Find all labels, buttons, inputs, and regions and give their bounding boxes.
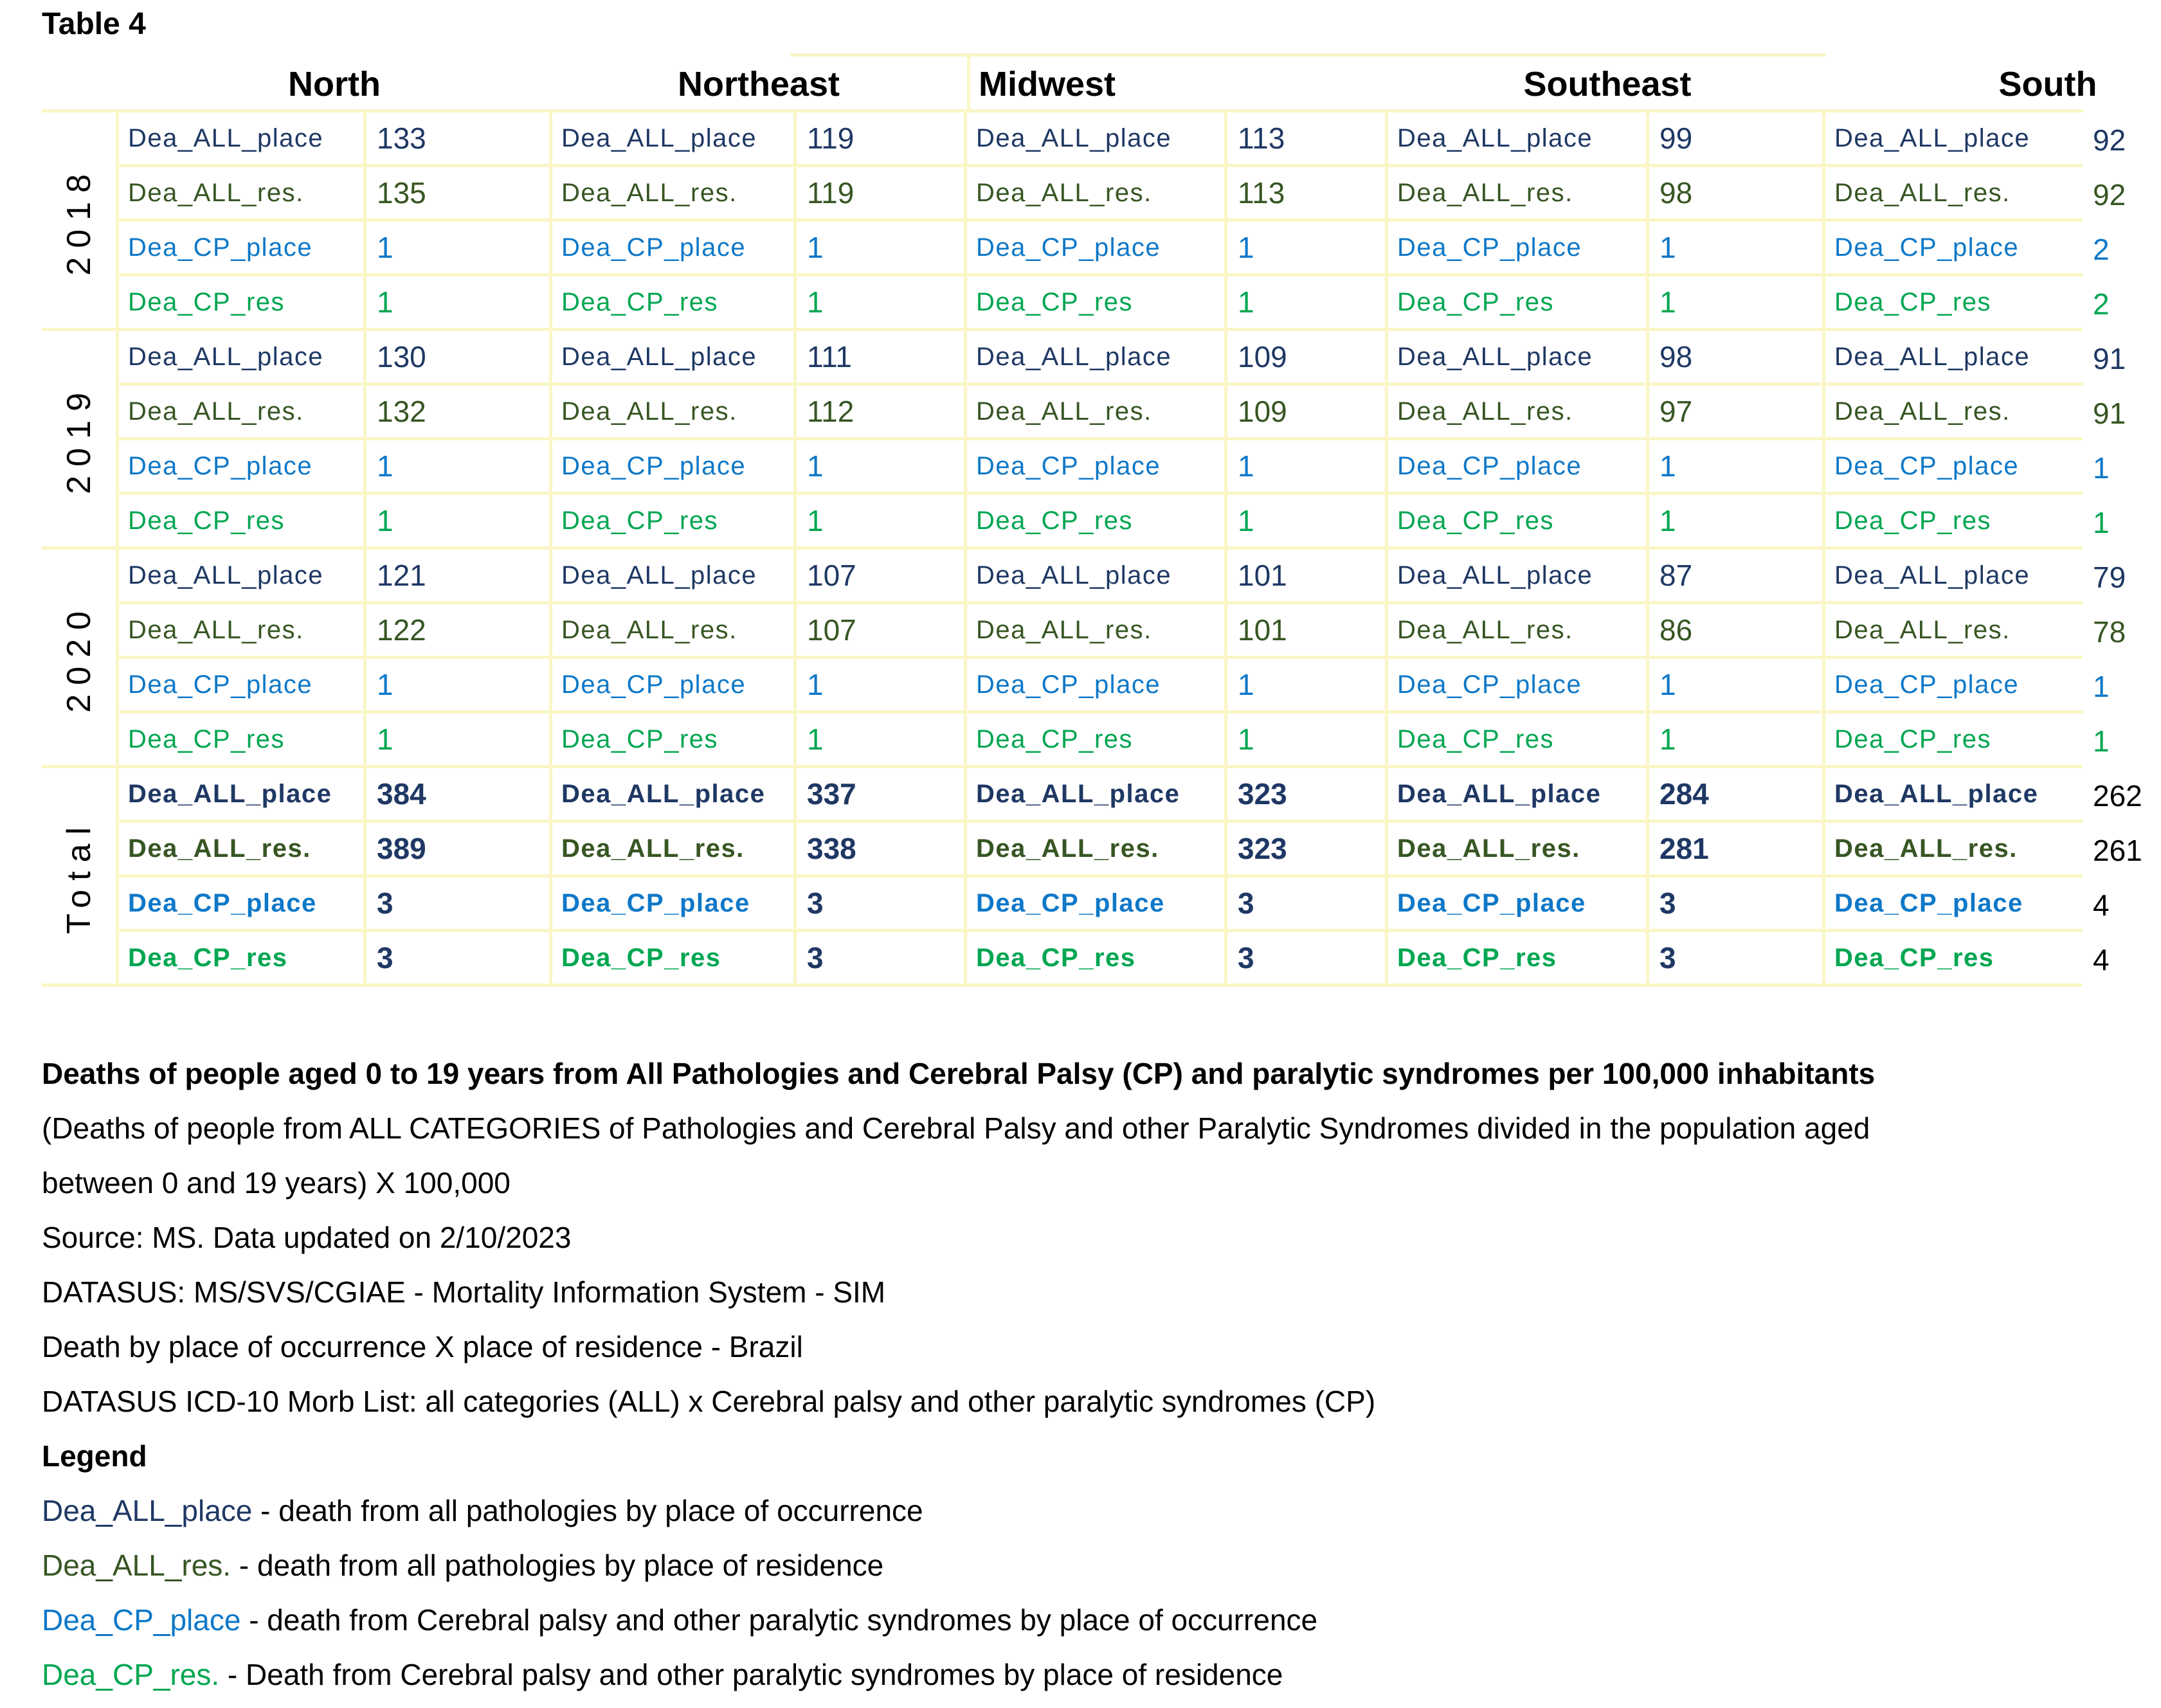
- metric-label-cell: Dea_ALL_res.: [1388, 604, 1649, 659]
- metric-label-cell: Dea_CP_place: [967, 659, 1227, 714]
- metric-value-cell: 3: [1649, 877, 1825, 932]
- metric-value-cell: 3: [1649, 932, 1825, 987]
- icd-note: DATASUS ICD-10 Morb List: all categories (ALL) x Cerebral palsy and other paralytic syndromes (CP): [42, 1385, 1376, 1418]
- metric-label-cell: Dea_ALL_place: [119, 112, 366, 167]
- metric-value-cell: 132: [366, 386, 552, 440]
- metric-label-cell: Dea_ALL_res.: [552, 386, 797, 440]
- metric-label-cell: Dea_CP_res: [119, 932, 366, 987]
- metric-value-cell: 1: [1227, 659, 1388, 714]
- metric-label-cell: Dea_ALL_place: [552, 768, 797, 823]
- metric-label-cell: Dea_ALL_res.: [967, 823, 1227, 877]
- metric-value-cell: 1: [1649, 714, 1825, 768]
- metric-value-cell: 2: [2083, 222, 2161, 276]
- metric-label-cell: Dea_CP_place: [552, 440, 797, 495]
- legend-line: [42, 1484, 1875, 1538]
- metric-label-cell: Dea_ALL_place: [1388, 112, 1649, 167]
- metric-value-cell: 262: [2083, 768, 2161, 823]
- metric-label-cell: Dea_CP_place: [119, 877, 366, 932]
- metric-label-cell: Dea_CP_place: [1388, 877, 1649, 932]
- metric-value-cell: 119: [797, 112, 967, 167]
- metric-label-cell: Dea_CP_place: [552, 659, 797, 714]
- metric-label-cell: Dea_ALL_res.: [1388, 167, 1649, 222]
- metric-label-cell: Dea_CP_res: [119, 714, 366, 768]
- metric-value-cell: 3: [797, 932, 967, 987]
- metric-label-cell: Dea_ALL_res.: [967, 167, 1227, 222]
- metric-label-cell: Dea_CP_place: [1388, 659, 1649, 714]
- metric-label-cell: Dea_CP_res: [967, 932, 1227, 987]
- metric-value-cell: 109: [1227, 331, 1388, 386]
- metric-value-cell: 1: [797, 495, 967, 550]
- metric-value-cell: 86: [1649, 604, 1825, 659]
- metric-value-cell: 101: [1227, 604, 1388, 659]
- metric-value-cell: 111: [797, 331, 967, 386]
- metric-value-cell: 87: [1649, 550, 1825, 604]
- metric-label-cell: Dea_CP_place: [967, 222, 1227, 276]
- metric-label-cell: Dea_ALL_place: [967, 331, 1227, 386]
- metric-value-cell: 1: [2083, 495, 2161, 550]
- metric-value-cell: 3: [1227, 877, 1388, 932]
- metric-label-cell: Dea_CP_place: [119, 659, 366, 714]
- metric-label-cell: Dea_ALL_place: [552, 550, 797, 604]
- region-header: Midwest: [979, 65, 1116, 103]
- metric-value-cell: 1: [1227, 714, 1388, 768]
- source-note: Source: MS. Data updated on 2/10/2023: [42, 1221, 572, 1254]
- year-cell: [42, 768, 119, 987]
- metric-value-cell: 1: [2083, 440, 2161, 495]
- metric-label-cell: Dea_CP_res: [1388, 932, 1649, 987]
- metric-label-cell: Dea_CP_res: [1825, 714, 2083, 768]
- region-header: North: [288, 65, 381, 103]
- metric-value-cell: 1: [1649, 222, 1825, 276]
- metric-label-cell: Dea_ALL_place: [1825, 112, 2083, 167]
- metric-value-cell: 1: [1649, 495, 1825, 550]
- metric-value-cell: 113: [1227, 167, 1388, 222]
- metric-value-cell: 3: [1227, 932, 1388, 987]
- year-label: 2018: [60, 165, 98, 276]
- metric-label-cell: Dea_ALL_res.: [1388, 823, 1649, 877]
- year-cell: [42, 112, 119, 331]
- metric-value-cell: 1: [797, 659, 967, 714]
- metric-value-cell: 1: [366, 440, 552, 495]
- metric-value-cell: 1: [366, 495, 552, 550]
- metric-label-cell: Dea_CP_res: [1388, 495, 1649, 550]
- metric-label-cell: Dea_ALL_res.: [119, 604, 366, 659]
- metric-value-cell: 1: [1227, 222, 1388, 276]
- metric-value-cell: 121: [366, 550, 552, 604]
- metric-label-cell: Dea_ALL_res.: [119, 167, 366, 222]
- metric-label-cell: Dea_ALL_place: [119, 768, 366, 823]
- metric-value-cell: 112: [797, 386, 967, 440]
- metric-value-cell: 92: [2083, 167, 2161, 222]
- metric-label-cell: Dea_ALL_res.: [1825, 167, 2083, 222]
- metric-value-cell: 3: [366, 877, 552, 932]
- metric-value-cell: 1: [2083, 659, 2161, 714]
- metric-label-cell: Dea_CP_res: [552, 932, 797, 987]
- metric-label-cell: Dea_CP_place: [552, 877, 797, 932]
- metric-label-cell: Dea_CP_res: [967, 495, 1227, 550]
- metric-value-cell: 1: [1227, 440, 1388, 495]
- metric-value-cell: 1: [366, 714, 552, 768]
- metric-label-cell: Dea_CP_res: [119, 495, 366, 550]
- metric-value-cell: 1: [797, 276, 967, 331]
- metric-value-cell: 119: [797, 167, 967, 222]
- page-title: Table 4: [42, 7, 146, 41]
- metric-label-cell: Dea_CP_res: [967, 276, 1227, 331]
- metric-value-cell: 1: [2083, 714, 2161, 768]
- partial-top-border-line: [791, 53, 1826, 57]
- metric-label-cell: Dea_ALL_res.: [1825, 604, 2083, 659]
- metric-label-cell: Dea_CP_place: [967, 877, 1227, 932]
- metric-value-cell: 135: [366, 167, 552, 222]
- table-caption: Deaths of people aged 0 to 19 years from All Pathologies and Cerebral Palsy (CP) and paralytic syndromes per 100,000 inhabitants: [42, 1057, 1876, 1090]
- metric-label-cell: Dea_ALL_place: [552, 112, 797, 167]
- metric-value-cell: 389: [366, 823, 552, 877]
- metric-label-cell: Dea_CP_res: [1825, 276, 2083, 331]
- metric-label-cell: Dea_CP_res: [967, 714, 1227, 768]
- metric-label-cell: Dea_CP_res: [119, 276, 366, 331]
- metric-value-cell: 107: [797, 550, 967, 604]
- metric-label-cell: Dea_CP_res: [552, 276, 797, 331]
- caption-detail-line1: (Deaths of people from ALL CATEGORIES of Pathologies and Cerebral Palsy and other Paralytic Syndromes divided in the population aged: [42, 1111, 1870, 1145]
- region-header: Southeast: [1523, 65, 1692, 103]
- metric-value-cell: 284: [1649, 768, 1825, 823]
- metric-value-cell: 338: [797, 823, 967, 877]
- metric-label-cell: Dea_ALL_res.: [967, 604, 1227, 659]
- metric-label-cell: Dea_CP_place: [1388, 222, 1649, 276]
- metric-value-cell: 97: [1649, 386, 1825, 440]
- metric-value-cell: 91: [2083, 331, 2161, 386]
- metric-value-cell: 261: [2083, 823, 2161, 877]
- metric-value-cell: 122: [366, 604, 552, 659]
- datasus-note: DATASUS: MS/SVS/CGIAE - Mortality Information System - SIM: [42, 1275, 886, 1309]
- metric-value-cell: 2: [2083, 276, 2161, 331]
- metric-label-cell: Dea_ALL_res.: [967, 386, 1227, 440]
- header-divider-line: [967, 53, 970, 112]
- legend-line: [42, 1538, 1875, 1593]
- metric-value-cell: 78: [2083, 604, 2161, 659]
- year-label: Total: [60, 818, 98, 934]
- metric-value-cell: 323: [1227, 768, 1388, 823]
- metric-value-cell: 79: [2083, 550, 2161, 604]
- metric-value-cell: 130: [366, 331, 552, 386]
- metric-value-cell: 101: [1227, 550, 1388, 604]
- metric-label-cell: Dea_CP_place: [967, 440, 1227, 495]
- metric-label-cell: Dea_CP_res: [1388, 276, 1649, 331]
- legend-term: Dea_ALL_res.: [42, 1549, 231, 1582]
- metric-label-cell: Dea_CP_place: [1825, 440, 2083, 495]
- metric-label-cell: Dea_ALL_place: [119, 550, 366, 604]
- metric-label-cell: Dea_CP_place: [119, 222, 366, 276]
- metric-value-cell: 4: [2083, 877, 2161, 932]
- metric-label-cell: Dea_ALL_place: [967, 550, 1227, 604]
- metric-value-cell: 113: [1227, 112, 1388, 167]
- legend-line: [42, 1593, 1875, 1648]
- legend-line: [42, 1648, 1875, 1702]
- metric-label-cell: Dea_CP_res: [552, 714, 797, 768]
- metric-label-cell: Dea_ALL_place: [119, 331, 366, 386]
- metric-value-cell: 1: [1649, 276, 1825, 331]
- metric-value-cell: 1: [1227, 276, 1388, 331]
- metric-label-cell: Dea_CP_place: [1388, 440, 1649, 495]
- metric-label-cell: Dea_CP_res: [1825, 495, 2083, 550]
- legend-term: Dea_CP_place: [42, 1603, 241, 1637]
- metric-label-cell: Dea_CP_place: [1825, 222, 2083, 276]
- metric-label-cell: Dea_CP_place: [552, 222, 797, 276]
- metric-label-cell: Dea_ALL_res.: [1825, 823, 2083, 877]
- metric-label-cell: Dea_ALL_res.: [552, 604, 797, 659]
- caption-detail-line2: between 0 and 19 years) X 100,000: [42, 1166, 511, 1200]
- metric-label-cell: Dea_ALL_res.: [552, 167, 797, 222]
- footer-notes: [42, 1047, 1875, 1702]
- metric-label-cell: Dea_ALL_place: [1388, 550, 1649, 604]
- metric-value-cell: 323: [1227, 823, 1388, 877]
- metric-value-cell: 1: [1649, 440, 1825, 495]
- region-header: South: [1998, 65, 2097, 103]
- year-label: 2020: [60, 602, 98, 713]
- metric-value-cell: 1: [797, 440, 967, 495]
- metric-value-cell: 281: [1649, 823, 1825, 877]
- metric-value-cell: 109: [1227, 386, 1388, 440]
- metric-value-cell: 92: [2083, 112, 2161, 167]
- metric-value-cell: 3: [366, 932, 552, 987]
- metric-label-cell: Dea_CP_res: [1825, 932, 2083, 987]
- metric-value-cell: 91: [2083, 386, 2161, 440]
- metric-label-cell: Dea_CP_res: [552, 495, 797, 550]
- metric-value-cell: 107: [797, 604, 967, 659]
- legend-desc: - death from all pathologies by place of residence: [231, 1549, 884, 1582]
- metric-label-cell: Dea_CP_place: [119, 440, 366, 495]
- metric-value-cell: 133: [366, 112, 552, 167]
- metric-label-cell: Dea_ALL_res.: [1825, 386, 2083, 440]
- metric-value-cell: 99: [1649, 112, 1825, 167]
- coverage-note: Death by place of occurrence X place of residence - Brazil: [42, 1330, 803, 1363]
- metric-label-cell: Dea_ALL_res.: [119, 823, 366, 877]
- metric-label-cell: Dea_CP_place: [1825, 877, 2083, 932]
- metric-value-cell: 337: [797, 768, 967, 823]
- metric-value-cell: 1: [366, 222, 552, 276]
- metric-label-cell: Dea_CP_place: [1825, 659, 2083, 714]
- legend-desc: - Death from Cerebral palsy and other paralytic syndromes by place of residence: [219, 1658, 1283, 1691]
- metric-label-cell: Dea_ALL_place: [1825, 550, 2083, 604]
- metric-value-cell: 4: [2083, 932, 2161, 987]
- metric-label-cell: Dea_CP_res: [1388, 714, 1649, 768]
- region-header: Northeast: [677, 65, 840, 103]
- legend-term: Dea_ALL_place: [42, 1494, 253, 1527]
- metric-value-cell: 1: [797, 222, 967, 276]
- metric-label-cell: Dea_ALL_res.: [1388, 386, 1649, 440]
- legend-heading: Legend: [42, 1439, 147, 1473]
- metric-label-cell: Dea_ALL_place: [1825, 331, 2083, 386]
- metric-value-cell: 1: [797, 714, 967, 768]
- legend-list: [42, 1484, 1875, 1702]
- metric-value-cell: 1: [366, 276, 552, 331]
- year-label: 2019: [60, 383, 98, 494]
- metric-label-cell: Dea_ALL_res.: [119, 386, 366, 440]
- legend-term: Dea_CP_res.: [42, 1658, 220, 1691]
- metric-value-cell: 98: [1649, 167, 1825, 222]
- metric-value-cell: 1: [1649, 659, 1825, 714]
- legend-desc: - death from Cerebral palsy and other paralytic syndromes by place of occurrence: [240, 1603, 1318, 1637]
- metric-label-cell: Dea_ALL_place: [552, 331, 797, 386]
- metric-label-cell: Dea_ALL_res.: [552, 823, 797, 877]
- metric-value-cell: 3: [797, 877, 967, 932]
- legend-desc: - death from all pathologies by place of occurrence: [252, 1494, 923, 1527]
- metric-value-cell: 384: [366, 768, 552, 823]
- year-cell: [42, 550, 119, 768]
- year-cell: [42, 331, 119, 550]
- metric-label-cell: Dea_ALL_place: [1388, 768, 1649, 823]
- metric-label-cell: Dea_ALL_place: [1388, 331, 1649, 386]
- data-table: [42, 112, 2161, 987]
- metric-value-cell: 1: [1227, 495, 1388, 550]
- metric-label-cell: Dea_ALL_place: [1825, 768, 2083, 823]
- metric-value-cell: 1: [366, 659, 552, 714]
- metric-label-cell: Dea_ALL_place: [967, 112, 1227, 167]
- metric-label-cell: Dea_ALL_place: [967, 768, 1227, 823]
- metric-value-cell: 98: [1649, 331, 1825, 386]
